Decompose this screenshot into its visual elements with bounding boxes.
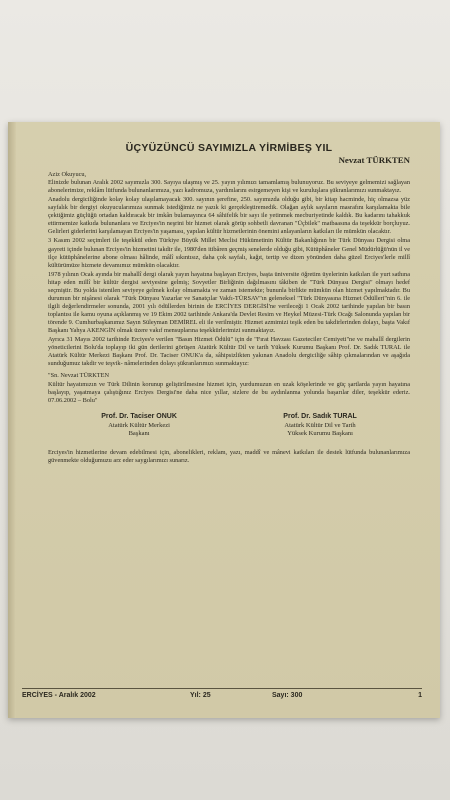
magazine-page [8, 122, 440, 718]
signature-title: Atatürk Kültür Merkezi [108, 421, 170, 429]
paragraph: 3 Kasım 2002 seçimleri ile teşekkül eden Türkiye Büyük Millet Meclisi Hükümetinin Kültür Bakanlığının bir Türk Dünyası Dergisi olma gayreti içinde bulunan Erciyes'in hizmetini takdir ile, 1980'den itibâren geçmiş senelerde olduğu gibi, Kütüphâneler Genel Müdürlüğü'nün il ve ilçe kütüphânelerine abone olması hâlinde, mâlî sıkıntısız, daha çok sayfalı, kağıt, tertip ve dizen yönünden daha güzel Erciyes'lerle millî kültürümüze hizmete devamımız mümkün olacaktır. [48, 237, 410, 269]
footer-magazine: ERCİYES - Aralık 2002 [22, 692, 96, 699]
footer-year: Yıl: 25 [190, 692, 211, 699]
signature-block [48, 413, 410, 438]
paragraph: 1978 yılının Ocak ayında bir mahallî dergi olarak yayın hayatına başlayan Erciyes, başta üniversite öğretim üyelerinin katkıları ile yurt sathına hitap eden millî bir kültür dergisi seviyesine gelmiş; Sovyetler Birliğinin dağılmasını tâkiben de "Türk Dünyası Dergisi" olmayı hedef seçmiştir. Bu yolda istenilen seviyeye gelmek kolay olmamakta ve zaman istemekte; bununla birlikte mümkün olan hizmet yapılmaktadır. Bu durumun bir nişânesi olarak "Türk Dünyası Yazarlar ve Sanatçılar Vakfı-TÜRSAV"ın geleneksel "Türk Dünyasına Hizmet Ödülleri"nin 6. ile ilgili değerlendirmeler sonunda, 2001 yılı ödüllerden birinin de ERCİYES DERGİSİ'ne verileceği 1 Ocak 2002 tarihinde yapılan bir basın toplantısı ile kamu oyuna açıklanmış ve 19 Ekim 2002 tarihinde Ankara'da Devlet Resim ve Heykel Müzesi-Türk Ocağı Salonunda yapılan bir törende 9. Cumhurbaşkanımız Sayın Süleyman DEMİREL eli ile verilmiştir. Hizmet azmimizi teşik eden bu takdirlerinden dolayı, başta Vakıf Başkanı Yahya AKENGİN olmak üzere vakıf mensuplarına teşekkürlerimizi sunmaktayız. [48, 270, 410, 334]
signature [101, 413, 177, 438]
quote-body: Kültür hayatımızın ve Türk Dilinin korunup geliştirilmesine hizmet için, yurdumuzun en uzak köşelerinde ve güç şartlarda yayın hayatına başlayıp, yaşatmaya çalıştığınız Erciyes Dergisi'ne daha nice yıllar, sizlere de bu aydınlanma yolunda başarılar diler, teşekkür ederiz. 07.06.2002 – Bolu" [48, 381, 410, 405]
closing-paragraph: Erciyes'in hizmetlerine devam edebilmesi için, abonelikleri, reklam, yazı, maddî ve mânevi katkıları ile destek lütfunda bulunanlarımıza güvenmekte olduğumuzu arz eder saygılarımızı sunarız. [48, 448, 410, 464]
quote-heading: "Sn. Nevzat TÜRKTEN [48, 372, 110, 380]
article-author: Nevzat TÜRKTEN [338, 155, 410, 166]
paragraph: Elinizde bulunan Aralık 2002 sayımızla 300. Sayıya ulaşmış ve 25. yayın yılımızı tamamlamış bulunuyoruz. Bu seviyeye gelmemizi sağlayan abonelerimize, reklâm lütfunda bulunanlarımıza, yazı kadromuza, yardımlarını esirgemeyen kişi ve kuruluşlara şükranlarımızı sunmaktayız. [48, 179, 410, 195]
footer-issue: Sayı: 300 [272, 692, 303, 699]
paragraph: Ayrıca 31 Mayıs 2002 tarihinde Erciyes'e verilen "Basın Hizmet Ödülü" için de "Fırat Havzası Gazeteciler Cemiyeti"ne ve mahallî dergilerin yöneticilerini Bolu'da toplayıp iki gün derilerini görüşen Atatürk Kültür Dil ve tarih Yüksek Kurumu Başkanı Prof. Dr. Sadık TURAL ile Atatürk Kültür Merkezi Başkanı Prof. Dr. Taciser ONUK'a da, sâhipsizlikten yakınan Anadolu dergiciliğe sâhip çıkmalarından ve aşağıda sunduğumuz takdir ve teşvik- nâmelerinden dolayı şükranlarımızı sunmaktayız: [48, 336, 410, 368]
paragraph: Anadolu dergiciliğinde kolay kolay ulaşılamayacak 300. sayının şerefine, 250. sayımızda olduğu gibi, bir kitap hacminde, hiç olmazsa yüz sayfalık bir dergiyi okuyucularımıza sunmak istediğimiz ne yazık ki gerçekleştiremedik. Olağan aylık sayıların masrafını karşılamakta bile çektiğimiz güçlüğü ortadan kaldıracak bir imkân bulamayınca 64 sâhifelik bir sayı ile yetinmek mecburiyetinde kaldık. Bu kadarını tahakkuk ettirmemize katkıda bulunanlara ve Erciyes'in neşrini bir hizmet olarak görüp sohbetli davranan "Üçbilek" matbaasına da teşekkür borçluyuz. Gelirleri giderlerini karşılamayan Erciyes'in yaşaması, yapılan kültür hizmetlerinin önemini anlayanların katkıları ile mümkün olacaktır. [48, 196, 410, 236]
signature-name: Prof. Dr. Taciser ONUK [101, 413, 177, 421]
page-footer [22, 688, 422, 703]
article [48, 144, 410, 466]
page-spine-shadow [8, 122, 16, 718]
article-title: ÜÇYÜZÜNCÜ SAYIMIZLA YİRMİBEŞ YIL [125, 142, 333, 154]
salutation: Aziz Okuyucu, [48, 171, 87, 179]
signature-title: Başkanı [128, 430, 150, 438]
signature-name: Prof. Dr. Sadık TURAL [283, 413, 357, 421]
signature-title: Atatürk Kültür Dil ve Tarih [284, 421, 356, 429]
page-number: 1 [418, 692, 422, 699]
signature-title: Yüksek Kurumu Başkanı [287, 430, 353, 438]
signature [283, 413, 357, 438]
